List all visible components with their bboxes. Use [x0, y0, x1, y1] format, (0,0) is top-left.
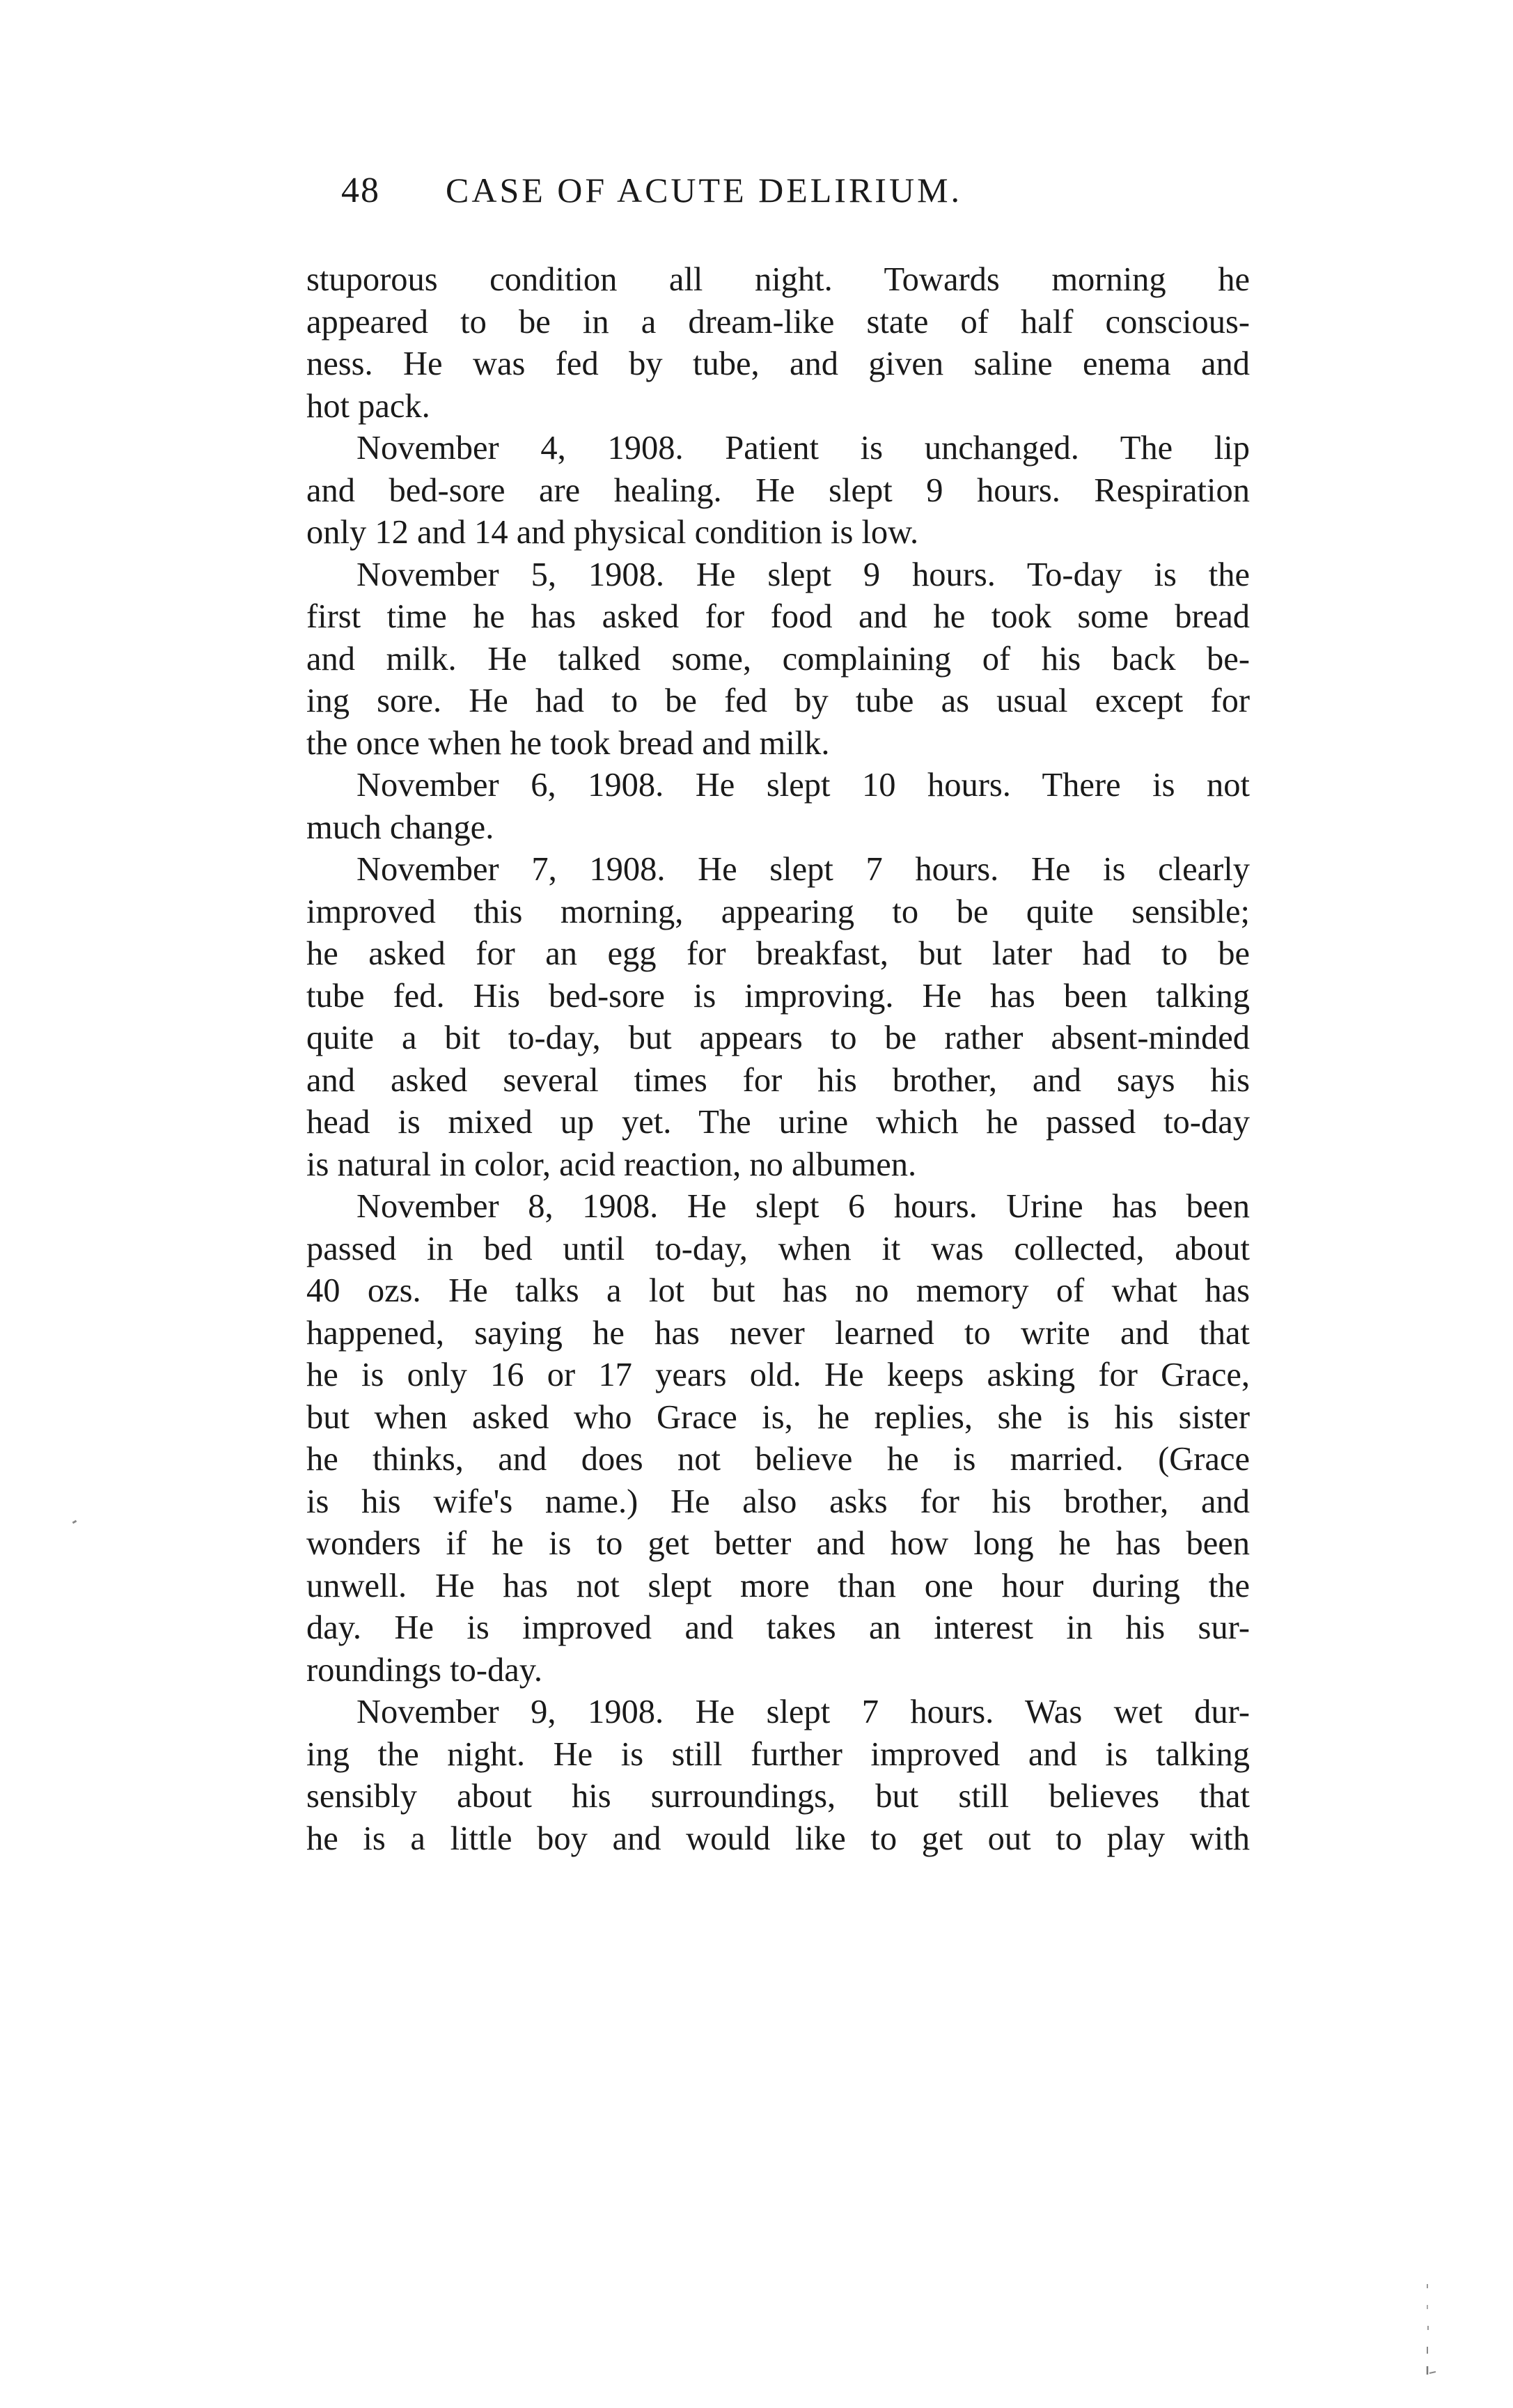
- text-line: quite a bit to-day, but appears to be rather absent-minded: [306, 1019, 1250, 1056]
- paragraph: [306, 1691, 1250, 1860]
- text-line: roundings to-day.: [306, 1651, 543, 1689]
- text-line: but when asked who Grace is, he replies, she is his sister: [306, 1398, 1250, 1436]
- text-line: wonders if he is to get better and how long he has been: [306, 1525, 1250, 1562]
- text-line: November 6, 1908. He slept 10 hours. There is not: [356, 767, 1250, 804]
- text-line: is his wife's name.) He also asks for his brother, and: [306, 1483, 1250, 1520]
- paragraph: [306, 259, 1250, 428]
- text-line: ing sore. He had to be fed by tube as usual except for: [306, 682, 1250, 719]
- text-line: passed in bed until to-day, when it was collected, about: [306, 1230, 1250, 1267]
- text-line: hot pack.: [306, 387, 430, 425]
- text-line: day. He is improved and takes an interest in his sur-: [306, 1609, 1250, 1646]
- text-line: November 7, 1908. He slept 7 hours. He is clearly: [356, 851, 1250, 888]
- text-line: November 8, 1908. He slept 6 hours. Urine has been: [356, 1188, 1250, 1225]
- paragraph: [306, 1186, 1250, 1691]
- text-line: first time he has asked for food and he took some bread: [306, 598, 1250, 635]
- text-line: happened, saying he has never learned to write and that: [306, 1314, 1250, 1352]
- text-line: ness. He was fed by tube, and given saline enema and: [306, 345, 1250, 382]
- text-line: stuporous condition all night. Towards morning he: [306, 261, 1250, 298]
- text-line: tube fed. His bed-sore is improving. He has been talking: [306, 977, 1250, 1015]
- page-header: [341, 170, 1253, 226]
- running-title: CASE OF ACUTE DELIRIUM.: [446, 171, 963, 210]
- text-line: November 9, 1908. He slept 7 hours. Was wet dur-: [356, 1694, 1250, 1730]
- text-line: and milk. He talked some, complaining of his back be-: [306, 640, 1250, 678]
- text-line: only 12 and 14 and physical condition is low.: [306, 514, 919, 551]
- text-line: improved this morning, appearing to be quite sensible;: [306, 893, 1250, 930]
- text-line: 40 ozs. He talks a lot but has no memory of what has: [306, 1272, 1250, 1309]
- margin-speckle-marks: [1420, 2284, 1441, 2389]
- paragraph: [306, 554, 1250, 765]
- text-line: sensibly about his surroundings, but still believes that: [306, 1778, 1250, 1815]
- text-line: he is a little boy and would like to get out to play with: [306, 1820, 1250, 1857]
- body-text: [306, 259, 1250, 1860]
- text-line: he is only 16 or 17 years old. He keeps asking for Grace,: [306, 1357, 1250, 1393]
- text-line: he asked for an egg for breakfast, but later had to be: [306, 935, 1250, 972]
- text-line: and bed-sore are healing. He slept 9 hours. Respiration: [306, 471, 1250, 509]
- text-line: appeared to be in a dream-like state of half conscious-: [306, 303, 1250, 341]
- text-line: unwell. He has not slept more than one hour during the: [306, 1567, 1250, 1604]
- text-line: November 5, 1908. He slept 9 hours. To-day is the: [356, 556, 1250, 593]
- text-line: head is mixed up yet. The urine which he passed to-day: [306, 1104, 1250, 1141]
- paragraph: [306, 428, 1250, 554]
- paragraph: [306, 849, 1250, 1186]
- text-line: is natural in color, acid reaction, no albumen.: [306, 1146, 917, 1183]
- text-line: the once when he took bread and milk.: [306, 724, 830, 762]
- text-line: ing the night. He is still further improved and is talking: [306, 1735, 1250, 1773]
- paragraph: [306, 765, 1250, 849]
- text-line: he thinks, and does not believe he is married. (Grace: [306, 1441, 1250, 1478]
- text-line: and asked several times for his brother, and says his: [306, 1061, 1250, 1099]
- text-line: November 4, 1908. Patient is unchanged. The lip: [356, 430, 1250, 467]
- page-number: 48: [341, 171, 380, 210]
- stray-ink-mark: [72, 1520, 77, 1524]
- text-line: much change.: [306, 808, 494, 846]
